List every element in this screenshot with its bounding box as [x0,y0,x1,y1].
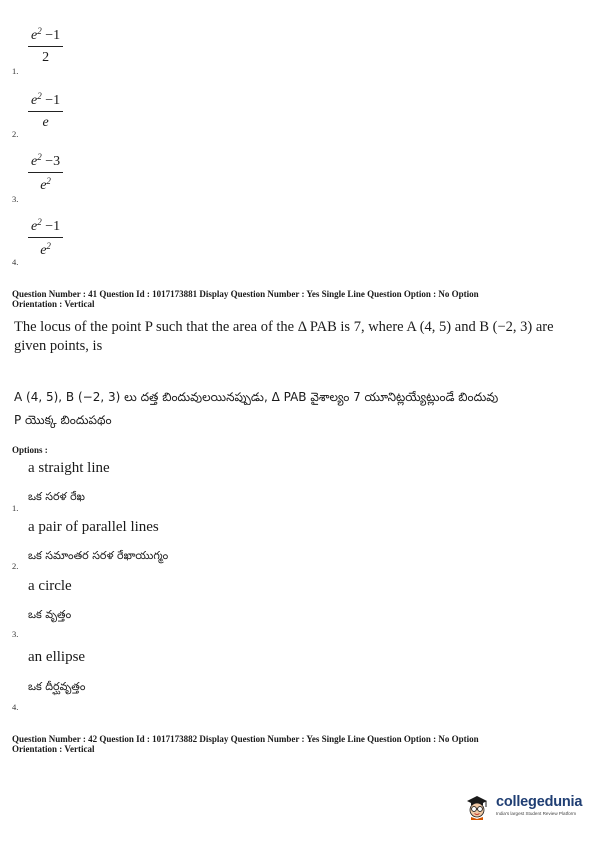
logo-tagline: India's largest Student Review Platform [496,811,577,816]
option-3-number: 3. [12,629,19,639]
option-4-number: 4. [12,702,19,712]
option-2-text-telugu[interactable]: ఒక సమాంతర సరళ రేఖాయుగ్మం [28,549,169,562]
option-1-number: 1. [12,503,19,513]
prev-option-1-fraction: $\frac{e^2 -1}{2}$ [28,27,63,66]
prev-option-2-number: 2. [12,129,19,139]
prev-option-4-fraction: $\frac{e^2 -1}{e^2}$ [28,218,63,259]
option-4-text-english[interactable]: an ellipse [28,649,86,665]
option-3-text-telugu[interactable]: ఒక వృత్తం [28,608,72,621]
logo-brand-name: collegedunia [496,794,583,810]
mascot-icon [462,790,492,820]
prev-option-1-number: 1. [12,66,19,76]
option-2-text-english[interactable]: a pair of parallel lines [28,519,159,535]
question-42-header-line2: Orientation : Vertical [12,743,95,754]
collegedunia-logo[interactable] [462,790,582,820]
prev-option-3-fraction: $\frac{e^2 -3}{e^2}$ [28,153,63,194]
option-1-text-english[interactable]: a straight line [28,460,110,476]
question-41-text-telugu-line1: A (4, 5), B (−2, 3) లు దత్త బిందువులయినప్పుడు, Δ PAB వైశాల్యం 7 యూనిట్లయ్యేట్లుండే బిందువు [14,390,499,404]
option-1-text-telugu[interactable]: ఒక సరళ రేఖ [28,490,85,503]
options-label: Options : [12,445,48,455]
question-41-header-line2: Orientation : Vertical [12,298,95,309]
question-41-header-line1: Question Number : 41 Question Id : 1017173881 Display Question Number : Yes Single Line Question Option : No Option [12,289,479,299]
question-41-text-english: The locus of the point P such that the area of the Δ PAB is 7, where A (4, 5) and B (−2, 3) are given points, is [14,319,554,354]
prev-option-3-number: 3. [12,194,19,204]
question-41-header [12,290,582,309]
prev-option-4-number: 4. [12,257,19,267]
option-3-text-english[interactable]: a circle [28,578,72,594]
option-4-text-telugu[interactable]: ఒక దీర్ఘవృత్తం [28,680,86,693]
option-2-number: 2. [12,561,19,571]
question-41-text-telugu-line2: P యొక్క బిందుపథం [14,413,112,427]
question-42-header [12,735,582,754]
prev-option-2-fraction: $\frac{e^2 -1}{e}$ [28,92,63,131]
question-42-header-line1: Question Number : 42 Question Id : 1017173882 Display Question Number : Yes Single Line Question Option : No Option [12,734,479,744]
